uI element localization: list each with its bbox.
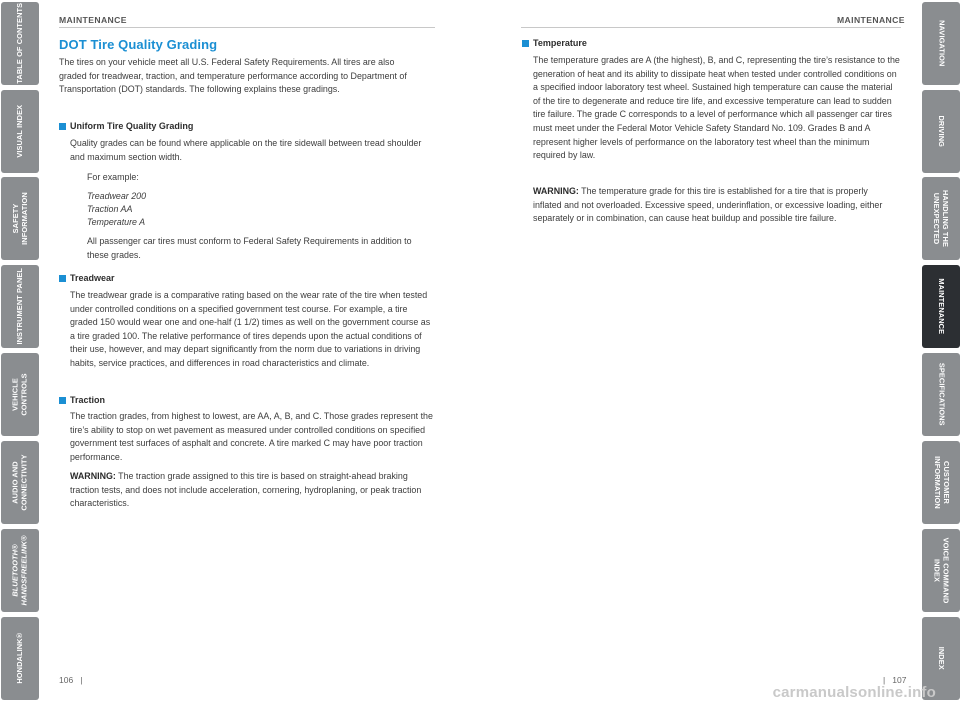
tab-label: INSTRUMENT PANEL (14, 268, 24, 345)
left-running-header: MAINTENANCE (59, 15, 127, 25)
tab-customer-information[interactable] (922, 441, 960, 524)
uniform-note: All passenger car tires must conform to Federal Safety Requirements in addition to these grades. (87, 236, 412, 260)
bullet-square-icon (59, 123, 66, 130)
page-number-value: 106 (59, 675, 74, 685)
bullet-square-icon (59, 275, 66, 282)
example-label: For example: (87, 172, 139, 182)
tab-label: TABLE OF CONTENTS (14, 3, 24, 84)
treadwear-heading (59, 273, 115, 283)
intro-paragraph: The tires on your vehicle meet all U.S. Federal Safety Requirements. All tires are also graded for treadwear, traction, and temperature performance according to Department of Transportation (DOT) standards. The following explains these gradings. (59, 57, 407, 95)
tab-vehicle-controls[interactable] (1, 353, 39, 436)
tab-label: AUDIO AND CONNECTIVITY (10, 454, 29, 511)
heading-text: Treadwear (70, 273, 115, 283)
tab-voice-command-index[interactable] (922, 529, 960, 612)
bullet-square-icon (59, 397, 66, 404)
right-running-header: MAINTENANCE (837, 15, 905, 25)
heading-text: Traction (70, 395, 106, 405)
tab-handling-the-unexpected[interactable] (922, 177, 960, 260)
tab-bluetooth-handsfreelink[interactable] (1, 529, 39, 612)
tab-label: VISUAL INDEX (14, 105, 24, 158)
heading-text: Uniform Tire Quality Grading (70, 121, 194, 131)
left-header-rule (59, 27, 435, 28)
right-header-rule (521, 27, 901, 28)
tab-specifications[interactable] (922, 353, 960, 436)
treadwear-body: The treadwear grade is a comparative rating based on the wear rate of the tire when tested under controlled conditions on a specified government test course. For example, a tire graded 150 would wear one and one-half (1 1/2) times as well on the government course as a tire graded 100. The relative performance of tires depends upon the actual conditions of their use, however, and may depart significantly from the norm due to variations in driving habits, service practices, and differences in road characteristics and climate. (70, 290, 431, 368)
left-tab-strip (0, 0, 38, 703)
heading-text: Temperature (533, 38, 587, 48)
traction-warning (70, 470, 438, 511)
tab-label: SAFETY INFORMATION (10, 192, 29, 245)
page-number-value: 107 (892, 675, 907, 685)
tab-safety-information[interactable] (1, 177, 39, 260)
tab-table-of-contents[interactable] (1, 2, 39, 85)
tab-label: NAVIGATION (937, 20, 947, 67)
uniform-heading (59, 121, 193, 131)
tab-audio-and-connectivity[interactable] (1, 441, 39, 524)
tab-maintenance[interactable] (922, 265, 960, 348)
tab-hondalink[interactable] (1, 617, 39, 700)
example-line: Traction AA (87, 204, 133, 214)
left-page-number: 106 | (59, 675, 83, 685)
tab-instrument-panel[interactable] (1, 265, 39, 348)
tab-label: VEHICLE CONTROLS (10, 373, 28, 416)
tab-label: SPECIFICATIONS (937, 363, 947, 426)
temperature-body: The temperature grades are A (the highest), B, and C, representing the tire’s resistance to the generation of heat and its ability to dissipate heat when tested under controlled conditions on a specified indoor laboratory test wheel. Sustained high temperature can cause the material of the tire to degenerate and reduce tire life, and excessive temperature can lead to sudden tire failure. The grade C corresponds to a level of performance which all passenger car tires must meet under the Federal Motor Vehicle Safety Standard No. 109. Grades B and A represent higher levels of performance on the laboratory test wheel than the minimum required by law. (533, 55, 900, 161)
tab-label: DRIVING (937, 115, 947, 148)
tab-label: VOICE COMMAND INDEX (933, 537, 951, 604)
uniform-body: Quality grades can be found where applicable on the tire sidewall between tread shoulder and maximum section width. (70, 138, 422, 162)
right-tab-strip (922, 0, 960, 703)
tab-visual-index[interactable] (1, 90, 39, 173)
example-line: Treadwear 200 (87, 191, 147, 201)
warning-text: The temperature grade for this tire is established for a tire that is properly inflated and not overloaded. Excessive speed, underinflation, or excessive loading, either separately or in combination, can cause heat buildup and possible tire failure. (533, 186, 883, 224)
right-page-number: | 107 (883, 675, 907, 685)
page-title: DOT Tire Quality Grading (59, 37, 218, 52)
warning-label: WARNING: (533, 186, 579, 196)
temperature-heading (522, 38, 587, 48)
tab-label: HANDLING THE UNEXPECTED (933, 189, 951, 248)
tab-navigation[interactable] (922, 2, 960, 85)
watermark: carmanualsonline.info (772, 684, 936, 701)
warning-text: The traction grade assigned to this tire is based on straight-ahead braking traction tests, and does not include acceleration, cornering, hydroplaning, or peak traction characteristics. (70, 471, 422, 509)
tab-driving[interactable] (922, 90, 960, 173)
tab-label: HONDALINK® (14, 633, 24, 684)
traction-body: The traction grades, from highest to lowest, are AA, A, B, and C. Those grades represent the tire’s ability to stop on wet pavement as measured under controlled conditions on specified government test surfaces of asphalt and concrete. A tire marked C may have poor traction performance. (70, 411, 433, 462)
tab-label: INDEX (937, 646, 947, 671)
traction-heading (59, 395, 105, 405)
tab-label: BLUETOOTH® HANDSFREELINK® (10, 535, 29, 606)
warning-label: WARNING: (70, 471, 116, 481)
temperature-warning (533, 185, 883, 226)
bullet-square-icon (522, 40, 529, 47)
example-line: Temperature A (87, 217, 146, 227)
tab-label: CUSTOMER INFORMATION (933, 456, 951, 509)
tab-label: MAINTENANCE (937, 278, 947, 335)
